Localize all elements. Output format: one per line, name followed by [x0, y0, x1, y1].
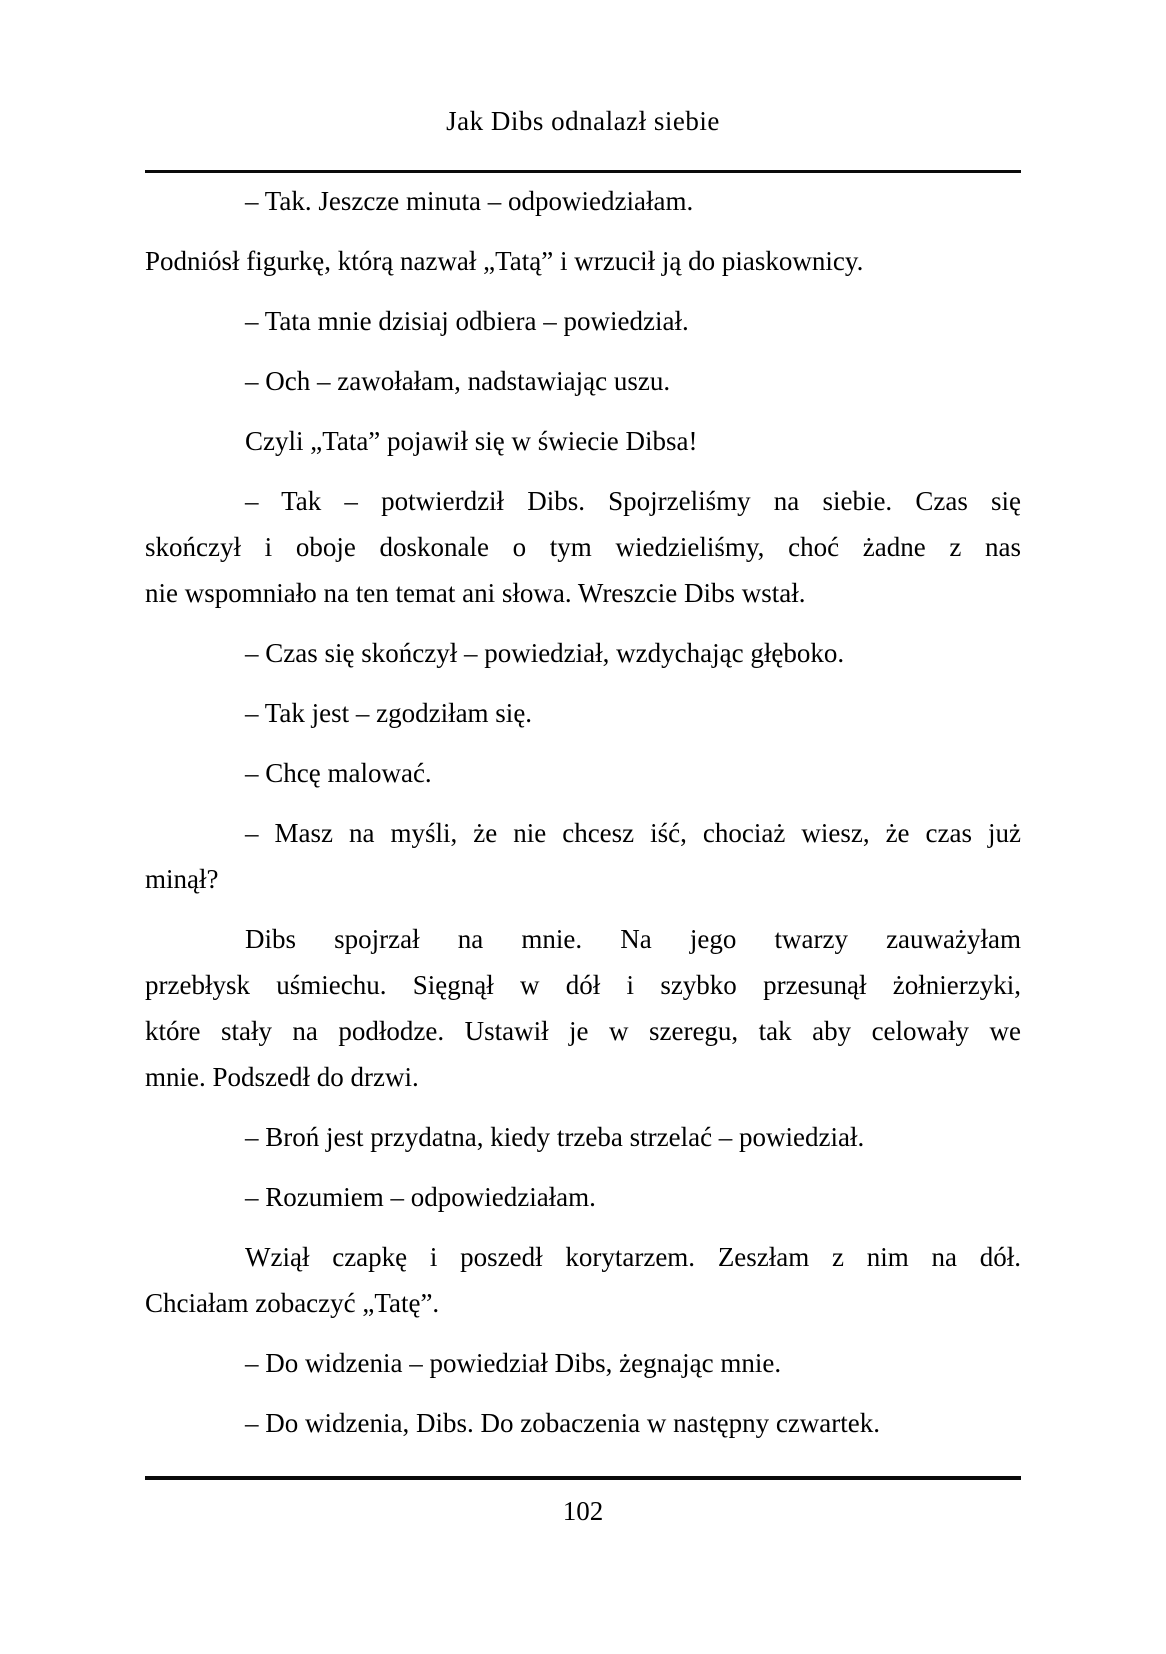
text-line: – Czas się skończył – powiedział, wzdychając głęboko. — [245, 638, 845, 668]
header-divider-rule — [145, 170, 1021, 173]
text-line: – Tak – potwierdził Dibs. Spojrzeliśmy na siebie. Czas się — [245, 486, 1021, 516]
text-line: Podniósł figurkę, którą nazwał „Tatą” i wrzucił ją do piaskownicy. — [145, 246, 864, 276]
running-header-title: Jak Dibs odnalazł siebie — [446, 106, 720, 136]
paragraph — [145, 1340, 1021, 1386]
text-line: minął? — [145, 864, 219, 894]
footer-divider-rule — [145, 1476, 1021, 1480]
paragraph — [145, 750, 1021, 796]
paragraph — [145, 358, 1021, 404]
text-line: – Tak. Jeszcze minuta – odpowiedziałam. — [245, 186, 694, 216]
paragraph — [145, 916, 1021, 1100]
text-line: mnie. Podszedł do drzwi. — [145, 1062, 419, 1092]
text-line: – Do widzenia – powiedział Dibs, żegnając mnie. — [245, 1348, 782, 1378]
paragraph — [145, 1114, 1021, 1160]
paragraph — [145, 178, 1021, 224]
text-line: skończył i oboje doskonale o tym wiedzieliśmy, choć żadne z nas — [145, 532, 1021, 562]
paragraph — [145, 1234, 1021, 1326]
text-line: Czyli „Tata” pojawił się w świecie Dibsa! — [245, 426, 698, 456]
text-line: Wziął czapkę i poszedł korytarzem. Zeszłam z nim na dół. — [245, 1242, 1021, 1272]
text-line: przebłysk uśmiechu. Sięgnął w dół i szybko przesunął żołnierzyki, — [145, 970, 1021, 1000]
text-line: nie wspomniało na ten temat ani słowa. Wreszcie Dibs wstał. — [145, 578, 806, 608]
page-number: 102 — [562, 1496, 604, 1526]
paragraph — [145, 810, 1021, 902]
paragraph — [145, 690, 1021, 736]
text-line: – Do widzenia, Dibs. Do zobaczenia w następny czwartek. — [245, 1408, 881, 1438]
paragraph — [145, 298, 1021, 344]
text-line: Dibs spojrzał na mnie. Na jego twarzy zauważyłam — [245, 924, 1021, 954]
paragraph — [145, 418, 1021, 464]
text-line: – Tata mnie dzisiaj odbiera – powiedział. — [245, 306, 689, 336]
text-line: – Broń jest przydatna, kiedy trzeba strzelać – powiedział. — [245, 1122, 865, 1152]
paragraph — [145, 238, 1021, 284]
text-block — [145, 0, 1021, 1460]
text-line: Chciałam zobaczyć „Tatę”. — [145, 1288, 440, 1318]
text-line: – Masz na myśli, że nie chcesz iść, chociaż wiesz, że czas już — [245, 818, 1021, 848]
paragraph — [145, 630, 1021, 676]
text-line: które stały na podłodze. Ustawił je w szeregu, tak aby celowały we — [145, 1016, 1021, 1046]
page-body — [145, 178, 1021, 1446]
text-line: – Och – zawołałam, nadstawiając uszu. — [245, 366, 671, 396]
paragraph — [145, 1174, 1021, 1220]
text-line: – Chcę malować. — [245, 758, 432, 788]
paragraph — [145, 1400, 1021, 1446]
paragraph — [145, 478, 1021, 616]
text-line: – Tak jest – zgodziłam się. — [245, 698, 533, 728]
text-line: – Rozumiem – odpowiedziałam. — [245, 1182, 596, 1212]
